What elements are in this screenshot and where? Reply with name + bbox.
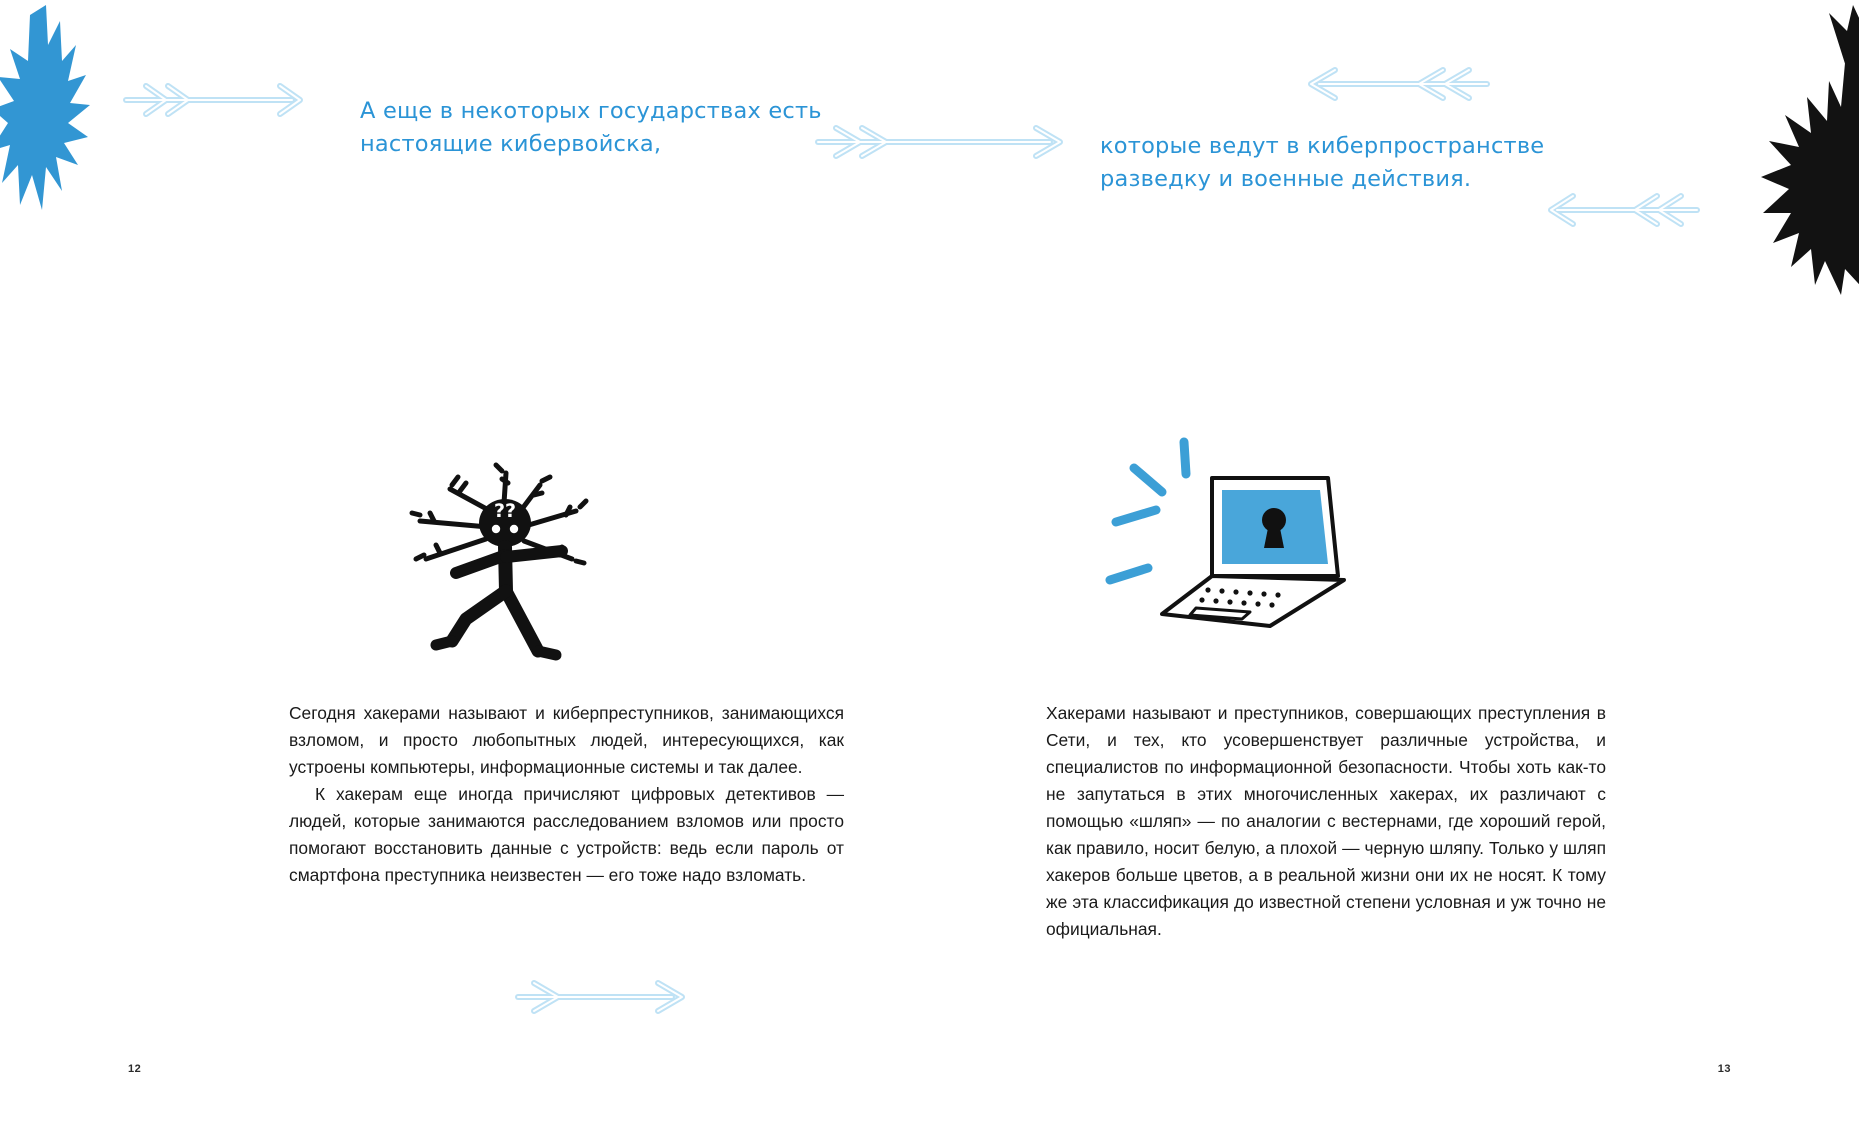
laptop-with-keyhole-illustration [1100, 430, 1360, 670]
page-number-right: 13 [1717, 1063, 1731, 1075]
page-number-left: 12 [128, 1063, 142, 1075]
page-gutter [929, 0, 930, 1123]
svg-text:??: ?? [493, 500, 517, 522]
right-page-body [1046, 700, 1606, 943]
splash-right-black-icon [1729, 5, 1859, 295]
arrow-right-bottom-left-icon [510, 975, 690, 1024]
paragraph: Сегодня хакерами называют и киберпреступников, занимающихся взломом, и просто любопытных людей, интересующихся, как устроены компьютеры, информационные системы и так далее. [289, 703, 844, 777]
hacker-with-keys-illustration [390, 455, 640, 675]
arrow-right-middle-icon [810, 120, 1070, 169]
headline-primary: А еще в некоторых государствах есть настоящие кибервойска, [360, 98, 822, 157]
arrow-left-lower-right-icon [1545, 188, 1705, 237]
paragraph: Хакерами называют и преступников, совершающих преступления в Сети, и тех, кто усовершенствует различные устройства, и специалистов по информационной безопасности. Чтобы хоть как-то не запутаться в этих многочисленных хакерах, их различают с помощью «шляп» — по аналогии с вестернами, где хороший герой, как правило, носит белую, а плохой — черную шляпу. Только у шляп хакеров больше цветов, а в реальной жизни они их не носят. К тому же эта классификация до известной степени условная и уж точно не официальная. [1046, 703, 1606, 939]
splash-left-blue-icon [0, 5, 110, 265]
arrow-right-top-left-icon [120, 80, 310, 125]
left-page-body [289, 700, 844, 889]
paragraph: К хакерам еще иногда причисляют цифровых детективов — людей, которые занимаются расследованием взломов или просто помогают восстановить данные с устройств: ведь если пароль от смартфона преступника неизвестен — его тоже надо взломать. [289, 783, 844, 885]
headline-secondary: которые ведут в киберпространстве разведку и военные действия. [1100, 133, 1545, 192]
arrow-left-top-right-icon [1305, 62, 1495, 111]
